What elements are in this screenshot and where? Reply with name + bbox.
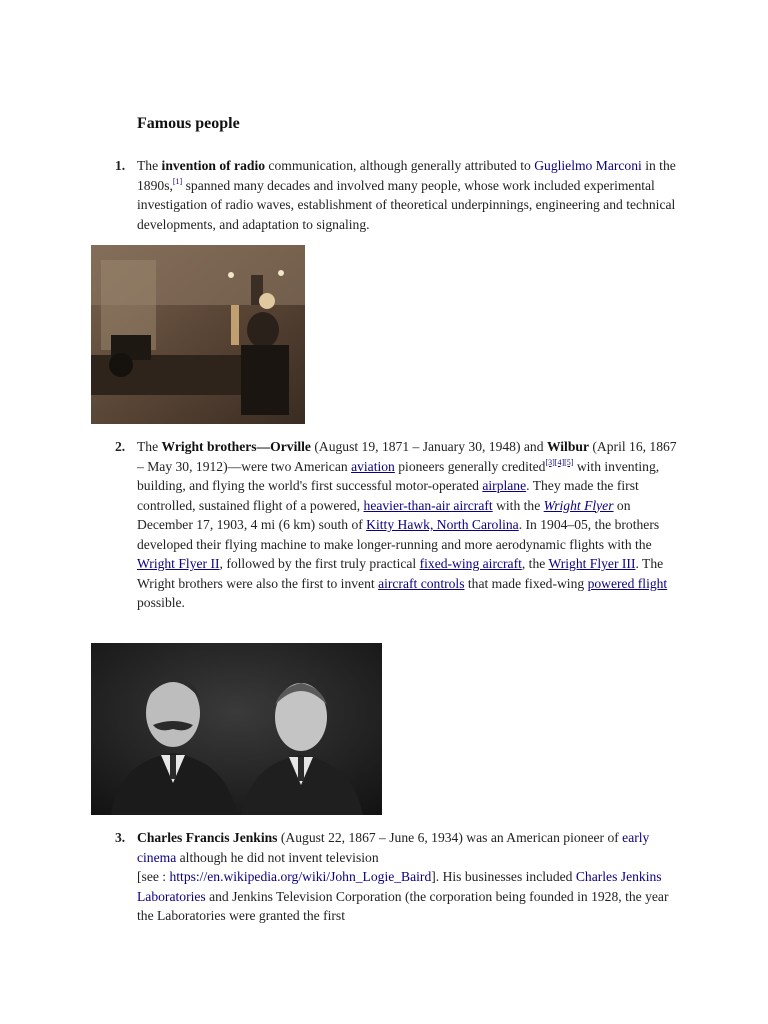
link-kitty-hawk[interactable]: Kitty Hawk, North Carolina	[366, 517, 519, 532]
link-early-cinema[interactable]: early cinema	[137, 830, 650, 865]
list-number: 2.	[115, 439, 126, 454]
link-powered-flight[interactable]: powered flight	[587, 575, 668, 591]
link-heavier-than-air-aircraft[interactable]: heavier-than-air aircraft	[363, 497, 493, 513]
list-number: 3.	[115, 830, 126, 845]
link-wright-flyer-ii[interactable]: Wright Flyer II	[137, 556, 220, 571]
link-john-logie-baird-url[interactable]: https://en.wikipedia.org/wiki/John_Logie_Baird	[169, 869, 432, 884]
section-heading: Famous people	[137, 115, 240, 132]
wright-brothers-photo	[91, 643, 382, 815]
list-item-wright-brothers: 2. The Wright brothers—Orville (August 19, 1871 – January 30, 1948) and Wilbur (April 16, 1867 – May 30, 1912)—were two American aviation pioneers generally credited[3][4][5] with inventing, building, and flying the world's first successful motor-operated airplane. They made the first controlled, sustained flight of a powered, heavier-than-air aircraft with the Wright Flyer on December 17, 1903, 4 mi (6 km) south of Kitty Hawk, North Carolina. In 1904–05, the brothers developed their flying machine to make longer-running and more aerodynamic flights with the Wright Flyer II, followed by the first truly practical fixed-wing aircraft, the Wright Flyer III. The Wright brothers were also the first to invent aircraft controls that made fixed-wing powered flight possible.	[115, 439, 677, 610]
reference-link[interactable]: [1]	[172, 176, 183, 186]
marconi-radio-photo	[91, 245, 305, 424]
link-airplane[interactable]: airplane	[482, 478, 527, 493]
list-number: 1.	[115, 158, 126, 173]
link-guglielmo-marconi[interactable]: Guglielmo Marconi	[534, 158, 642, 173]
list-item-radio: 1. The invention of radio communication, although generally attributed to Guglielmo Marconi in the 1890s,[1] spanned many decades and involved many people, whose work included experimental investigation of radio waves, establishment of theoretical underpinnings, engineering and technical developments, and adaptation to signaling.	[115, 158, 676, 232]
reference-links[interactable]: [3][4][5]	[545, 457, 574, 467]
link-aircraft-controls[interactable]: aircraft controls	[378, 575, 465, 591]
bold-term: invention of radio	[161, 158, 266, 173]
link-wright-flyer-iii[interactable]: Wright Flyer III	[548, 556, 636, 571]
link-charles-jenkins-laboratories[interactable]: Charles Jenkins Laboratories	[137, 869, 662, 904]
link-wright-flyer[interactable]: Wright Flyer	[543, 497, 614, 513]
link-fixed-wing-aircraft[interactable]: fixed-wing aircraft	[419, 556, 522, 571]
list-item-jenkins: 3. Charles Francis Jenkins (August 22, 1867 – June 6, 1934) was an American pioneer of early cinema although he did not invent television [see : https://en.wikipedia.org/wiki/John_Logie_Baird]. His businesses included Charles Jenkins Laboratories and Jenkins Television Corporation (the corporation being founded in 1928, the year the Laboratories were granted the first	[115, 830, 669, 923]
link-aviation[interactable]: aviation	[351, 458, 395, 474]
